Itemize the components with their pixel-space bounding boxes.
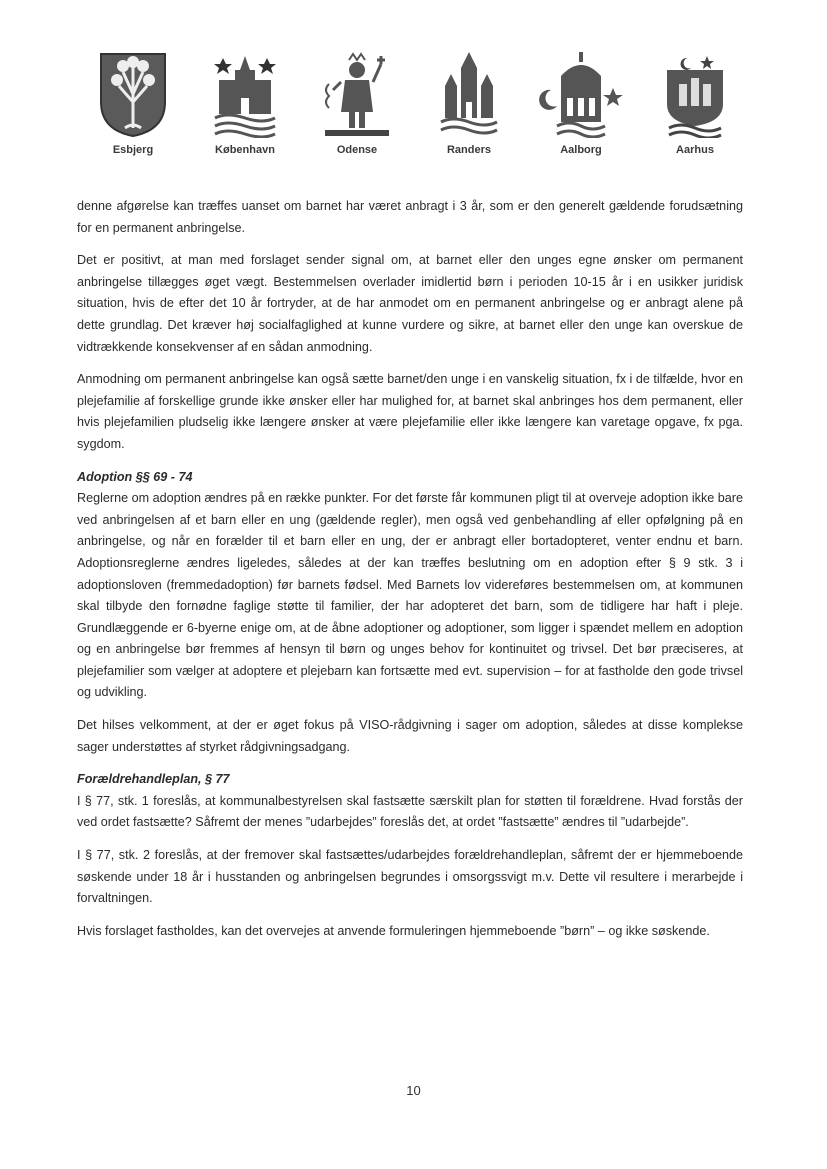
crest-label: Esbjerg [112,144,154,156]
aarhus-crest-icon [659,50,731,138]
aalborg-crest-icon [537,50,625,138]
section-parent-plan [77,769,743,942]
paragraph-viso: Det hilses velkomment, at der er øget fokus på VISO-rådgivning i sager om adoption, således at disse komplekse sager understøttes af styrket rådgivningsadgang. [77,718,743,754]
parent-plan-heading: Forældrehandleplan, § 77 [77,772,230,787]
paragraph-adoption-rules: Reglerne om adoption ændres på en række punkter. For det første får kommunen pligt til at overveje adoption ikke bare ved anbringelsen af et barn eller en ung (gældende regler), men også ved genbehandling af eller opfølgning på en anbringelse, og når en forælder til et barn eller en ung, der er anbragt eller bortadopteret, venter endnu et barn. Adoptionsreglerne ændres ligeledes, således at der kan træffes beslutning om en adoption efter § 9 stk. 3 i adoptionsloven (fremmedadoption) før barnets fødsel. Med Barnets lov videreføres bestemmelsen om, at kommunen skal tilbyde den fornødne faglige støtte til familier, der har adopteret det barn, som de tidligere har haft i pleje. Grundlæggende er 6-byerne enige om, at de åbne adoptioner og adoptioner, som ligger i spændet mellem en adoption og en anbringelse bør fremmes af hensyn til børn og unges behov for kontinuitet og trivsel. Det bør præciseres, at plejefamilier som vælger at adoptere et plejebarn kan fortsætte med evt. supervision – for at fastholde den gode trivsel og udvikling. [77,491,743,700]
crest-label: Aalborg [560,144,602,156]
section-adoption [77,467,743,759]
crest-randers [414,50,524,156]
crest-kobenhavn [190,50,300,156]
page-number: 10 [406,1083,421,1098]
paragraph-formulation: Hvis forslaget fastholdes, kan det overvejes at anvende formuleringen hjemmeboende ”børn” – og ikke søskende. [77,923,710,938]
crest-label: Aarhus [676,144,714,156]
crest-aarhus [640,50,750,156]
crest-aalborg [526,50,636,156]
kobenhavn-crest-icon [209,50,281,138]
crest-label: Odense [336,144,378,156]
crest-label: Randers [446,144,492,156]
paragraph-child-wishes: Det er positivt, at man med forslaget sender signal om, at barnet eller den unges egne ønsker om permanent anbringelse tillægges øget vægt. Bestemmelsen overlader imidlertid børn i perioden 10-15 år i en usikker juridisk situation, hvis de efter det 10 år fortryder, at de har anmodet om en permanent anbringelse og er anbragt alene på dette grundlag. Det kræver høj socialfaglighed at kunne vurdere og sikre, at barnet eller den unge kan overskue de vidtrækkende konsekvenser af en sådan anmodning. [77,253,743,354]
crest-esbjerg [78,50,188,156]
document-body [77,196,743,953]
odense-crest-icon [319,50,395,138]
adoption-heading: Adoption §§ 69 - 74 [77,469,193,484]
crest-label: København [215,144,275,156]
crest-header [78,50,748,162]
esbjerg-crest-icon [97,50,169,138]
paragraph-permanent-placement-intro: denne afgørelse kan træffes uanset om barnet har været anbragt i 3 år, som er den generelt gældende forudsætning for en permanent anbringelse. [77,199,743,235]
randers-crest-icon [433,50,505,138]
crest-odense [302,50,412,156]
paragraph-difficult-situation: Anmodning om permanent anbringelse kan også sætte barnet/den unge i en vanskelig situation, fx i de tilfælde, hvor en plejefamilie af forskellige grunde ikke ønsker eller har mulighed for, at barnet skal anbringes hos dem permanent, eller hvis plejefamilien pludselig ikke længere ønsker at være plejefamilie eller ikke længere kan varetage opgave, fx pga. sygdom. [77,372,743,451]
paragraph-77-stk2: I § 77, stk. 2 foreslås, at der fremover skal fastsættes/udarbejdes forældrehandleplan, såfremt der er hjemmeboende søskende under 18 år i husstanden og anbringelsen begrundes i omsorgssvigt m.v. Dette vil resultere i merarbejde i forvaltningen. [77,848,743,906]
paragraph-77-stk1: I § 77, stk. 1 foreslås, at kommunalbestyrelsen skal fastsætte særskilt plan for støtten til forældrene. Hvad forstås der ved ordet fastsætte? Såfremt der menes ”udarbejdes” foreslås det, at ordet ”fastsætte” ændres til ”udarbejde”. [77,793,743,830]
